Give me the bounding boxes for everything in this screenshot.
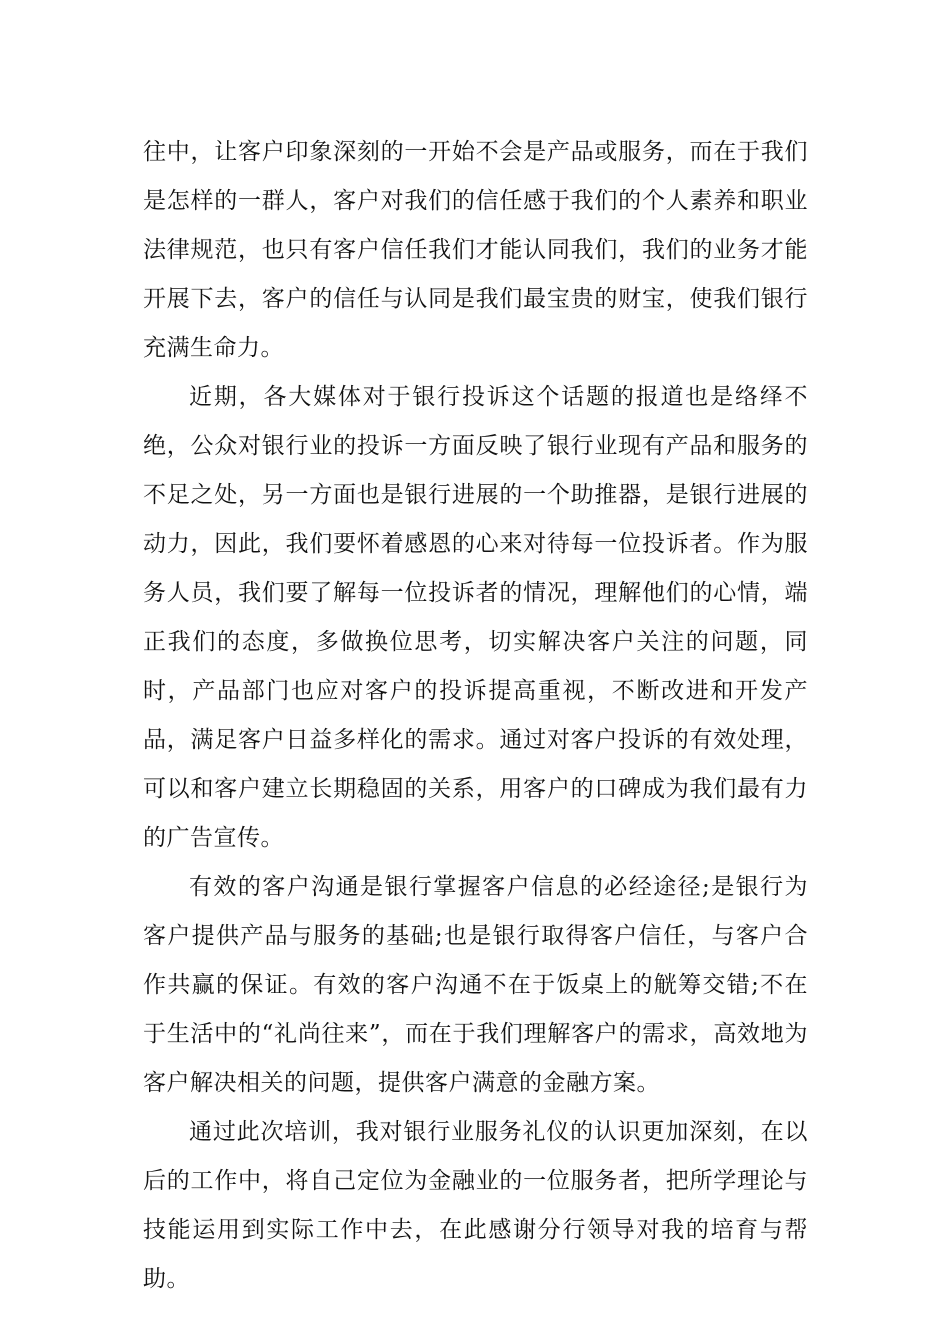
paragraph-conclusion: 通过此次培训，我对银行业服务礼仪的认识更加深刻，在以后的工作中，将自己定位为金融业的一位服务者，把所学理论与技能运用到实际工作中去，在此感谢分行领导对我的培育与帮助。	[143, 1119, 808, 1292]
document-body	[143, 128, 808, 1304]
paragraph-communication: 有效的客户沟通是银行掌握客户信息的必经途径;是银行为客户提供产品与服务的基础;也是银行取得客户信任，与客户合作共赢的保证。有效的客户沟通不在于饭桌上的觥筹交错;不在于生活中的“礼尚往来”，而在于我们理解客户的需求，高效地为客户解决相关的问题，提供客户满意的金融方案。	[143, 874, 808, 1096]
paragraph-complaints: 近期，各大媒体对于银行投诉这个话题的报道也是络绎不绝，公众对银行业的投诉一方面反映了银行业现有产品和服务的不足之处，另一方面也是银行进展的一个助推器，是银行进展的动力，因此，我们要怀着感恩的心来对待每一位投诉者。作为服务人员，我们要了解每一位投诉者的情况，理解他们的心情，端正我们的态度，多做换位思考，切实解决客户关注的问题，同时，产品部门也应对客户的投诉提高重视，不断改进和开发产品，满足客户日益多样化的需求。通过对客户投诉的有效处理，可以和客户建立长期稳固的关系，用客户的口碑成为我们最有力的广告宣传。	[143, 384, 808, 851]
paragraph-continued: 往中，让客户印象深刻的一开始不会是产品或服务，而在于我们是怎样的一群人，客户对我们的信任感于我们的个人素养和职业法律规范，也只有客户信任我们才能认同我们，我们的业务才能开展下去，客户的信任与认同是我们最宝贵的财宝，使我们银行充满生命力。	[143, 139, 808, 361]
